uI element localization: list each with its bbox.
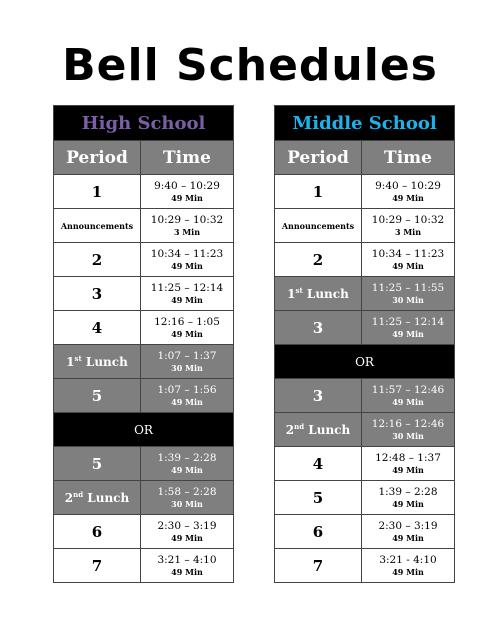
duration-label: 49 Min [171, 567, 203, 577]
time-cell [141, 515, 234, 549]
lunch-row [54, 345, 234, 379]
time-range: 1:58 – 2:28 [157, 486, 217, 498]
period-cell [54, 515, 141, 549]
time-cell [141, 345, 234, 379]
period-label: 1 [91, 182, 103, 201]
time-cell [362, 277, 455, 311]
duration-label: 49 Min [392, 465, 424, 475]
period-label: 2 [91, 250, 103, 269]
or-label: OR [54, 413, 234, 447]
period-cell [275, 379, 362, 413]
period-label: 2 [64, 491, 74, 505]
period-label: 1 [66, 355, 75, 369]
time-cell [362, 243, 455, 277]
duration-label: 49 Min [392, 193, 424, 203]
period-label: 5 [91, 454, 103, 473]
time-range: 12:16 – 12:46 [371, 418, 445, 430]
lunch-label: Lunch [302, 287, 349, 301]
time-cell [362, 311, 455, 345]
duration-label: 49 Min [171, 193, 203, 203]
time-range: 10:34 – 11:23 [371, 248, 445, 260]
period-label: 7 [91, 556, 103, 575]
time-range: 9:40 – 10:29 [154, 180, 220, 192]
period-label: 3 [312, 386, 324, 405]
page-title: Bell Schedules [62, 40, 438, 91]
period-row [54, 515, 234, 549]
or-divider [54, 413, 234, 447]
lunch-label: Lunch [304, 423, 351, 437]
period-label: 1 [287, 287, 296, 301]
duration-label: 49 Min [171, 397, 203, 407]
time-header: Time [141, 141, 234, 175]
high-school-schedule [53, 105, 234, 583]
period-cell [275, 175, 362, 209]
or-divider [275, 345, 455, 379]
time-cell [141, 379, 234, 413]
period-cell [275, 447, 362, 481]
lunch-label: Lunch [81, 355, 128, 369]
period-label: Announcements [60, 220, 134, 231]
time-cell [362, 175, 455, 209]
period-label: 2 [285, 423, 295, 437]
time-range: 1:39 – 2:28 [157, 452, 217, 464]
period-label: 7 [312, 556, 324, 575]
duration-label: 49 Min [171, 261, 203, 271]
time-cell [141, 175, 234, 209]
time-range: 3:21 - 4:10 [379, 554, 437, 566]
period-row [54, 175, 234, 209]
duration-label: 49 Min [392, 329, 424, 339]
period-label: 2 [312, 250, 324, 269]
period-row [54, 311, 234, 345]
period-cell [54, 243, 141, 277]
duration-label: 3 Min [173, 227, 201, 237]
time-cell [362, 209, 455, 243]
ordinal-suffix: nd [294, 422, 305, 431]
time-range: 3:21 – 4:10 [157, 554, 217, 566]
time-header: Time [362, 141, 455, 175]
lunch-row [275, 413, 455, 447]
time-range: 10:29 – 10:32 [150, 214, 224, 226]
period-cell [275, 209, 362, 243]
high-school-title: High School [54, 106, 234, 141]
period-label: 4 [312, 454, 324, 473]
time-range: 10:29 – 10:32 [371, 214, 445, 226]
lunch-row [275, 277, 455, 311]
period-row [54, 447, 234, 481]
period-label: 3 [91, 284, 103, 303]
time-cell [362, 413, 455, 447]
duration-label: 49 Min [171, 533, 203, 543]
time-range: 10:34 – 11:23 [150, 248, 224, 260]
duration-label: 30 Min [392, 295, 424, 305]
period-header: Period [54, 141, 141, 175]
time-cell [362, 515, 455, 549]
time-range: 2:30 – 3:19 [378, 520, 438, 532]
time-cell [362, 447, 455, 481]
time-range: 12:48 – 1:37 [375, 452, 441, 464]
period-cell [54, 481, 141, 515]
period-cell [54, 175, 141, 209]
time-cell [141, 209, 234, 243]
period-cell [54, 379, 141, 413]
period-row [275, 175, 455, 209]
time-range: 2:30 – 3:19 [157, 520, 217, 532]
duration-label: 49 Min [171, 465, 203, 475]
duration-label: 49 Min [392, 567, 424, 577]
period-cell [54, 209, 141, 243]
period-row [275, 243, 455, 277]
duration-label: 49 Min [392, 397, 424, 407]
time-cell [141, 549, 234, 583]
period-row [54, 243, 234, 277]
time-cell [362, 481, 455, 515]
duration-label: 3 Min [394, 227, 422, 237]
duration-label: 30 Min [392, 431, 424, 441]
time-cell [141, 447, 234, 481]
period-row [275, 379, 455, 413]
duration-label: 49 Min [171, 329, 203, 339]
period-row [275, 481, 455, 515]
duration-label: 49 Min [392, 533, 424, 543]
period-cell [275, 515, 362, 549]
lunch-row [54, 481, 234, 515]
period-row [54, 277, 234, 311]
period-row [275, 209, 455, 243]
period-cell [54, 345, 141, 379]
time-cell [141, 243, 234, 277]
period-label: 1 [312, 182, 324, 201]
time-range: 1:39 – 2:28 [378, 486, 438, 498]
time-cell [362, 379, 455, 413]
period-cell [275, 243, 362, 277]
time-range: 1:07 – 1:37 [157, 350, 217, 362]
ordinal-suffix: st [295, 286, 303, 295]
lunch-label: Lunch [83, 491, 130, 505]
period-cell [54, 311, 141, 345]
time-range: 11:57 – 12:46 [371, 384, 445, 396]
period-label: 6 [91, 522, 103, 541]
ordinal-suffix: nd [73, 490, 84, 499]
duration-label: 30 Min [171, 499, 203, 509]
middle-school-title: Middle School [275, 106, 455, 141]
period-cell [275, 413, 362, 447]
period-cell [54, 447, 141, 481]
period-row [275, 447, 455, 481]
time-cell [141, 277, 234, 311]
period-cell [54, 549, 141, 583]
duration-label: 49 Min [392, 499, 424, 509]
period-row [54, 379, 234, 413]
duration-label: 49 Min [171, 295, 203, 305]
period-header: Period [275, 141, 362, 175]
period-row [54, 209, 234, 243]
period-label: 5 [312, 488, 324, 507]
duration-label: 49 Min [392, 261, 424, 271]
time-range: 12:16 – 1:05 [154, 316, 220, 328]
period-row [275, 549, 455, 583]
time-range: 11:25 – 12:14 [371, 316, 445, 328]
period-row [54, 549, 234, 583]
period-label: 3 [312, 318, 324, 337]
period-cell [275, 311, 362, 345]
period-label: 6 [312, 522, 324, 541]
ordinal-suffix: st [74, 354, 82, 363]
period-row [275, 311, 455, 345]
time-range: 1:07 – 1:56 [157, 384, 217, 396]
period-label: 4 [91, 318, 103, 337]
or-label: OR [275, 345, 455, 379]
time-range: 9:40 – 10:29 [375, 180, 441, 192]
time-cell [141, 481, 234, 515]
period-row [275, 515, 455, 549]
time-range: 11:25 – 12:14 [150, 282, 224, 294]
duration-label: 30 Min [171, 363, 203, 373]
period-label: Announcements [281, 220, 355, 231]
period-label: 5 [91, 386, 103, 405]
time-cell [141, 311, 234, 345]
time-cell [362, 549, 455, 583]
time-range: 11:25 – 11:55 [371, 282, 445, 294]
period-cell [275, 549, 362, 583]
period-cell [54, 277, 141, 311]
middle-school-schedule [274, 105, 455, 583]
period-cell [275, 481, 362, 515]
period-cell [275, 277, 362, 311]
